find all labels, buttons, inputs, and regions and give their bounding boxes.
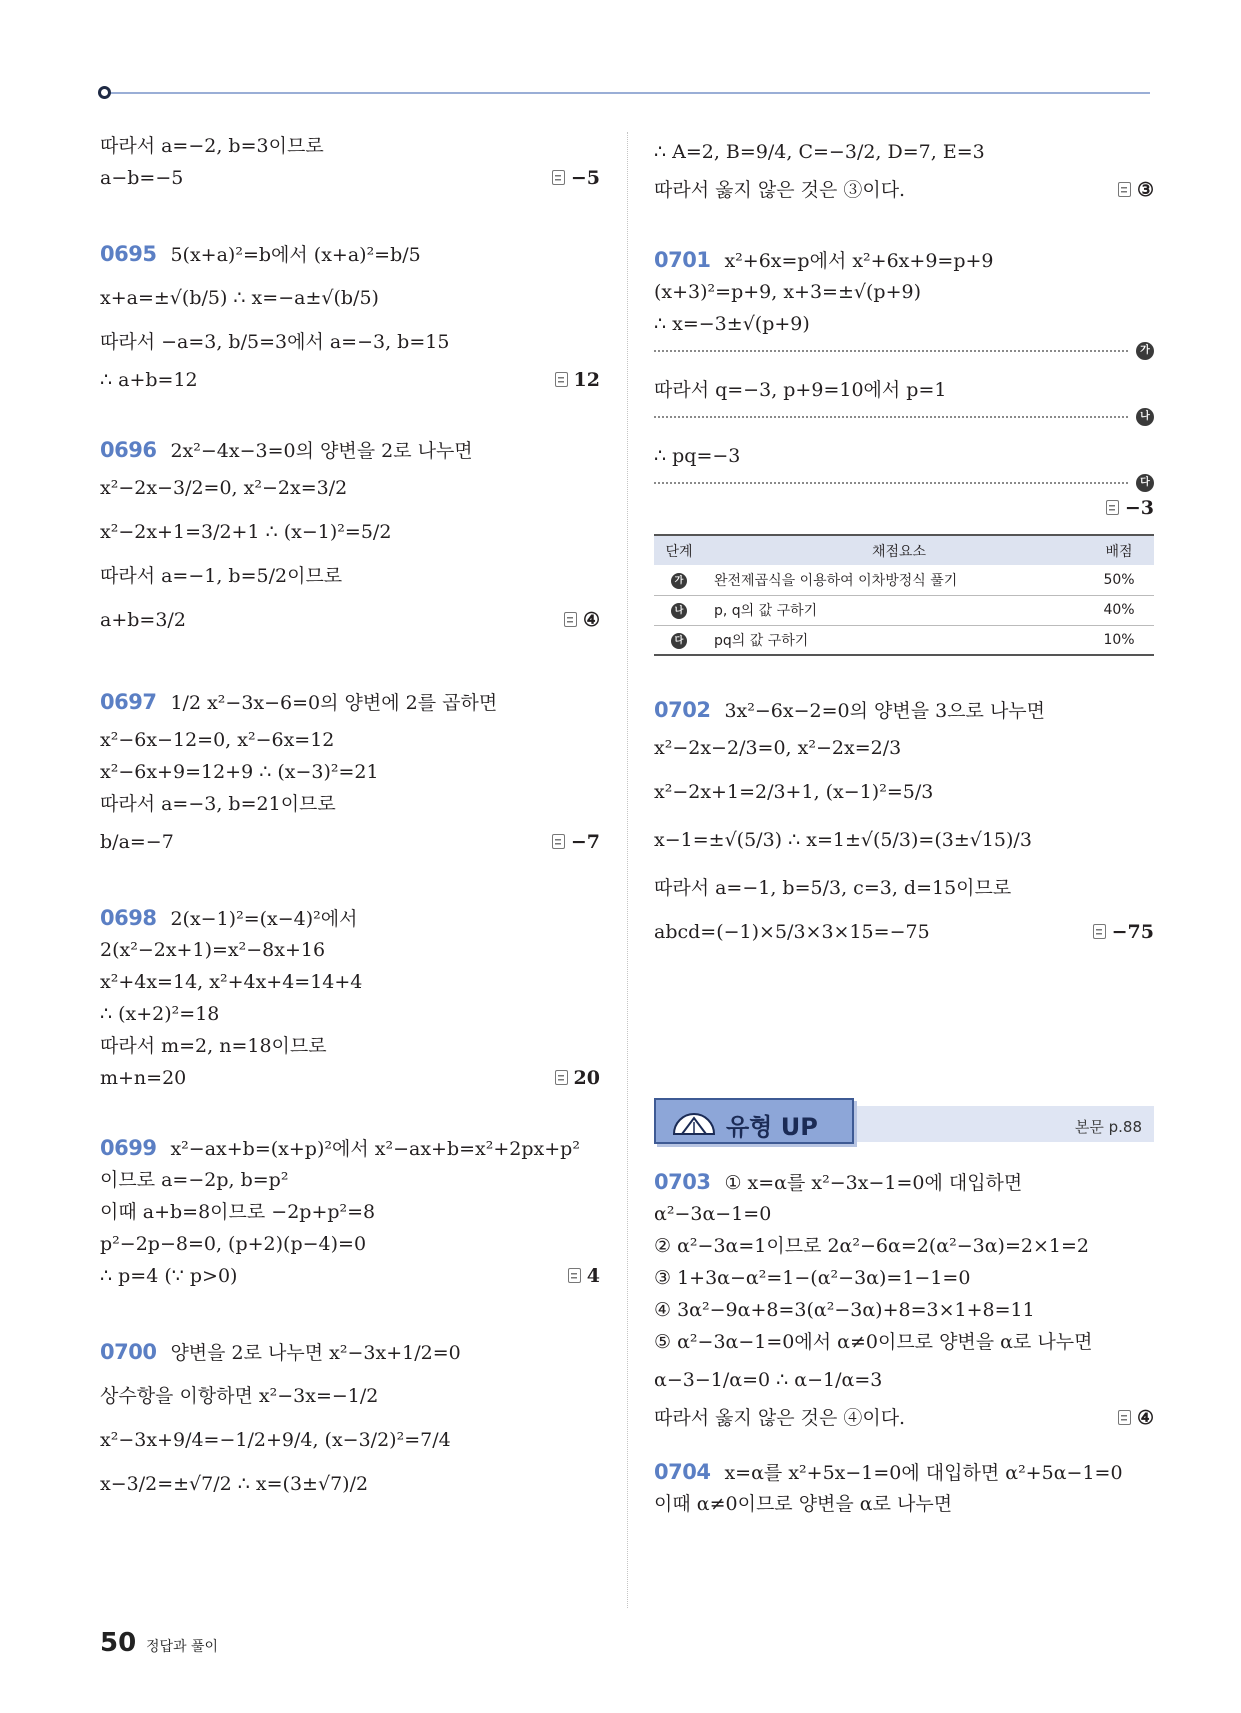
text-line — [654, 174, 1154, 206]
top-rule-dot — [98, 86, 111, 99]
table-header: 배점 — [1084, 535, 1154, 565]
problem-header — [100, 1132, 600, 1164]
answer-icon — [1118, 182, 1131, 197]
answer-value: 12 — [573, 369, 600, 391]
problem-0702 — [654, 694, 1154, 954]
problem-number: 0704 — [654, 1460, 711, 1484]
table-header: 채점요소 — [704, 535, 1084, 565]
text-line: 따라서 −a=3, b/5=3에서 a=−3, b=15 — [100, 331, 450, 353]
problem-header — [654, 1456, 1154, 1488]
text-line: x²−6x+9=12+9 ∴ (x−3)²=21 — [100, 761, 379, 783]
answer — [568, 1260, 600, 1292]
table-header: 단계 — [654, 535, 704, 565]
text-line-content: m+n=20 — [100, 1067, 187, 1089]
section-banner — [654, 1098, 1154, 1144]
text-line-content: 2(x−1)²=(x−4)²에서 — [170, 908, 358, 930]
text-line — [654, 492, 1154, 524]
text-line: x−3/2=±√7/2 ∴ x=(3±√7)/2 — [100, 1473, 369, 1495]
answer — [552, 162, 600, 194]
problem-0695 — [100, 232, 600, 396]
text-line: x²−2x−3/2=0, x²−2x=3/2 — [100, 477, 348, 499]
problem-0698 — [100, 902, 600, 1094]
text-line: x−1=±√(5/3) ∴ x=1±√(5/3)=(3±√15)/3 — [654, 829, 1032, 851]
text-line: 이때 α≠0이므로 양변을 α로 나누면 — [654, 1493, 953, 1515]
text-line-content: 3x²−6x−2=0의 양변을 3으로 나누면 — [724, 700, 1046, 722]
table-row — [654, 595, 1154, 625]
problem-number: 0701 — [654, 248, 711, 272]
step-mark: 다 — [1136, 474, 1154, 492]
intro-block — [100, 130, 600, 194]
answer — [1118, 174, 1154, 206]
table-cell — [654, 565, 704, 595]
problem-number: 0695 — [100, 242, 157, 266]
text-line-content: ∴ a+b=12 — [100, 369, 198, 391]
text-line: 따라서 a=−1, b=5/3, c=3, d=15이므로 — [654, 877, 1012, 899]
top-rule — [104, 92, 1150, 94]
answer — [555, 364, 600, 396]
text-line-content: 따라서 옳지 않은 것은 ④이다. — [654, 1407, 906, 1429]
text-line: ② α²−3α=1이므로 2α²−6α=2(α²−3α)=2×1=2 — [654, 1235, 1089, 1257]
answer-value: −7 — [570, 831, 600, 853]
problem-0697 — [100, 680, 600, 864]
text-line — [100, 598, 600, 642]
answer-value: ④ — [1136, 1407, 1154, 1429]
right-column — [654, 130, 1154, 1520]
text-line-content: 따라서 옳지 않은 것은 ③이다. — [654, 179, 906, 201]
text-line-content: a−b=−5 — [100, 167, 184, 189]
text-line — [654, 910, 1154, 954]
table-cell: pq의 값 구하기 — [704, 625, 1084, 655]
step-mark: 가 — [671, 573, 687, 589]
text-line-content: 1/2 x²−3x−6=0의 양변에 2를 곱하면 — [170, 692, 498, 714]
text-line: 따라서 a=−3, b=21이므로 — [100, 793, 336, 815]
step-separator — [654, 411, 1150, 422]
text-line: 따라서 q=−3, p+9=10에서 p=1 — [654, 379, 947, 401]
table-cell — [654, 625, 704, 655]
table-cell: 40% — [1084, 595, 1154, 625]
text-line: x²−6x−12=0, x²−6x=12 — [100, 729, 335, 751]
text-line: x+a=±√(b/5) ∴ x=−a±√(b/5) — [100, 287, 379, 309]
banner-title: 유형 UP — [726, 1113, 818, 1141]
problem-number: 0698 — [100, 906, 157, 930]
text-line: x²−3x+9/4=−1/2+9/4, (x−3/2)²=7/4 — [100, 1429, 451, 1451]
answer-icon — [555, 372, 568, 387]
step-mark: 가 — [1136, 342, 1154, 360]
answer — [1118, 1402, 1154, 1434]
column-divider — [627, 132, 628, 1608]
text-line-content: 5(x+a)²=b에서 (x+a)²=b/5 — [170, 244, 421, 266]
table-cell: p, q의 값 구하기 — [704, 595, 1084, 625]
step-mark: 나 — [1136, 408, 1154, 426]
problem-header — [100, 434, 600, 466]
table-cell — [654, 595, 704, 625]
text-line — [100, 1260, 600, 1292]
ruler-protractor-icon — [672, 1108, 716, 1136]
problem-header — [654, 694, 1154, 726]
answer-value: ③ — [1136, 179, 1154, 201]
text-line: 2(x²−2x+1)=x²−8x+16 — [100, 939, 326, 961]
left-column — [100, 130, 600, 1506]
footer-label: 정답과 풀이 — [146, 1639, 219, 1655]
intro-block — [654, 130, 1154, 206]
table-row — [654, 625, 1154, 655]
text-line: 이므로 a=−2p, b=p² — [100, 1169, 289, 1191]
problem-number: 0696 — [100, 438, 157, 462]
step-separator — [654, 345, 1150, 356]
problem-number: 0700 — [100, 1340, 157, 1364]
text-line-content: x²−ax+b=(x+p)²에서 x²−ax+b=x²+2px+p² — [170, 1138, 580, 1160]
text-line-content: a+b=3/2 — [100, 609, 186, 631]
answer-value: −3 — [1124, 497, 1154, 519]
answer-value: 4 — [586, 1265, 600, 1287]
text-line-content: abcd=(−1)×5/3×3×15=−75 — [654, 921, 930, 943]
problem-number: 0697 — [100, 690, 157, 714]
text-line: 상수항을 이항하면 x²−3x=−1/2 — [100, 1385, 379, 1407]
text-line-content: b/a=−7 — [100, 831, 174, 853]
problem-header — [100, 680, 600, 724]
answer-value: ④ — [582, 609, 600, 631]
problem-0699 — [100, 1132, 600, 1292]
text-line: ③ 1+3α−α²=1−(α²−3α)=1−1=0 — [654, 1267, 971, 1289]
answer-icon — [568, 1268, 581, 1283]
problem-header — [654, 244, 1154, 276]
text-line: ⑤ α²−3α−1=0에서 α≠0이므로 양변을 α로 나누면 — [654, 1331, 1093, 1353]
answer-value: −75 — [1111, 921, 1154, 943]
answer-icon — [1118, 1410, 1131, 1425]
text-line — [100, 1062, 600, 1094]
text-line: α−3−1/α=0 ∴ α−1/α=3 — [654, 1369, 883, 1391]
scoring-table — [654, 534, 1154, 656]
table-cell: 50% — [1084, 565, 1154, 595]
answer-value: −5 — [570, 167, 600, 189]
answer — [1093, 910, 1154, 954]
problem-number: 0702 — [654, 698, 711, 722]
step-mark: 나 — [671, 603, 687, 619]
problem-header — [654, 1166, 1154, 1198]
text-line: x²+4x=14, x²+4x+4=14+4 — [100, 971, 363, 993]
text-line — [654, 1402, 1154, 1434]
text-line: α²−3α−1=0 — [654, 1203, 772, 1225]
banner-title-box — [654, 1098, 854, 1144]
page-number: 50 — [100, 1628, 137, 1658]
problem-0704 — [654, 1456, 1154, 1520]
answer-icon — [1106, 500, 1119, 515]
answer-icon — [555, 1070, 568, 1085]
answer-icon — [552, 170, 565, 185]
answer — [552, 820, 600, 864]
problem-0701 — [654, 244, 1154, 656]
text-line: ∴ x=−3±√(p+9) — [654, 313, 810, 335]
problem-header — [100, 902, 600, 934]
table-row — [654, 565, 1154, 595]
answer — [1106, 492, 1154, 524]
text-line-content: x=α를 x²+5x−1=0에 대입하면 α²+5α−1=0 — [724, 1462, 1123, 1484]
text-line: x²−2x−2/3=0, x²−2x=2/3 — [654, 737, 902, 759]
answer — [564, 598, 600, 642]
problem-0700 — [100, 1330, 600, 1506]
table-header-row — [654, 535, 1154, 565]
text-line: (x+3)²=p+9, x+3=±√(p+9) — [654, 281, 922, 303]
table-cell: 10% — [1084, 625, 1154, 655]
problem-0696 — [100, 434, 600, 642]
text-line-content: ∴ p=4 (∵ p>0) — [100, 1265, 238, 1287]
text-line: 이때 a+b=8이므로 −2p+p²=8 — [100, 1201, 376, 1223]
text-line — [100, 364, 600, 396]
table-cell: 완전제곱식을 이용하여 이차방정식 풀기 — [704, 565, 1084, 595]
step-separator — [654, 477, 1150, 488]
text-line-content: ① x=α를 x²−3x−1=0에 대입하면 — [724, 1172, 1023, 1194]
answer — [555, 1062, 600, 1094]
step-mark: 다 — [671, 633, 687, 649]
text-line-content: 양변을 2로 나누면 x²−3x+1/2=0 — [170, 1342, 461, 1364]
problem-0703 — [654, 1166, 1154, 1434]
text-line-content: x²+6x=p에서 x²+6x+9=p+9 — [724, 250, 994, 272]
problem-number: 0703 — [654, 1170, 711, 1194]
problem-header — [100, 232, 600, 276]
answer-icon — [564, 612, 577, 627]
text-line: ∴ A=2, B=9/4, C=−3/2, D=7, E=3 — [654, 141, 985, 163]
problem-header — [100, 1330, 600, 1374]
text-line: ④ 3α²−9α+8=3(α²−3α)+8=3×1+8=11 — [654, 1299, 1035, 1321]
text-line: ∴ pq=−3 — [654, 445, 741, 467]
answer-value: 20 — [573, 1067, 600, 1089]
text-line: 따라서 m=2, n=18이므로 — [100, 1035, 327, 1057]
text-line — [100, 162, 600, 194]
text-line-content: 2x²−4x−3=0의 양변을 2로 나누면 — [170, 440, 473, 462]
problem-number: 0699 — [100, 1136, 157, 1160]
text-line — [100, 820, 600, 864]
text-line: p²−2p−8=0, (p+2)(p−4)=0 — [100, 1233, 367, 1255]
text-line: ∴ (x+2)²=18 — [100, 1003, 220, 1025]
text-line: x²−2x+1=3/2+1 ∴ (x−1)²=5/2 — [100, 521, 392, 543]
text-line: 따라서 a=−1, b=5/2이므로 — [100, 565, 343, 587]
page-reference: 본문 p.88 — [1074, 1118, 1142, 1136]
answer-icon — [1093, 924, 1106, 939]
text-line: 따라서 a=−2, b=3이므로 — [100, 135, 324, 157]
text-line: x²−2x+1=2/3+1, (x−1)²=5/3 — [654, 781, 934, 803]
answer-icon — [552, 834, 565, 849]
